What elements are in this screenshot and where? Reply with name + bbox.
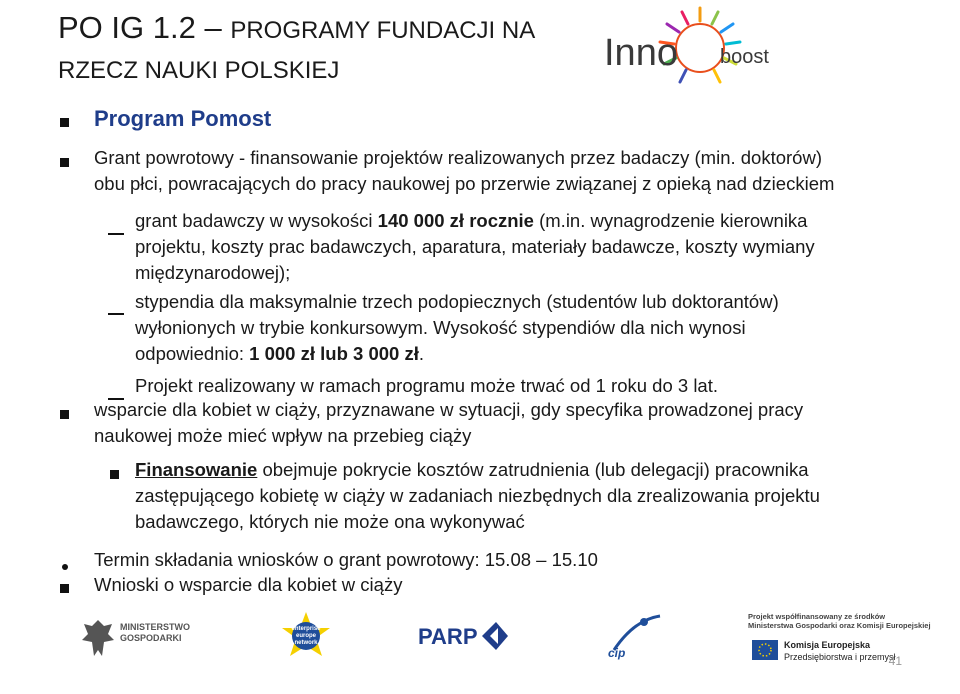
ministry-logo: MINISTERSTWO GOSPODARKI bbox=[80, 612, 190, 662]
square-bullet-icon bbox=[60, 158, 69, 167]
deadline-text: Termin składania wniosków o grant powrotowy: 15.08 – 15.10 bbox=[94, 549, 598, 570]
applications-text: Wnioski o wsparcie dla kobiet w ciąży bbox=[94, 574, 403, 595]
financing-text: Finansowanie obejmuje pokrycie kosztów zatrudnienia (lub delegacji) pracownika zastępującego kobietę w ciąży w zadaniach niezbędnych dla zrealizowania projektu badawczego, których nie może ona wykonywać bbox=[135, 459, 820, 532]
scholarship-text: stypendia dla maksymalnie trzech podopiecznych (studentów lub doktorantów) wyłonionych w trybie konkursowym. Wysokość stypendiów dla nich wynosi odpowiednio: 1 000 zł lub 3 000 zł. bbox=[135, 291, 779, 364]
grant-description: Grant powrotowy - finansowanie projektów realizowanych przez badaczy (min. doktorów) obu płci, powracających do pracy naukowej po przerwie związanej z opieką nad dzieckiem bbox=[94, 147, 835, 194]
parp-arrow-icon bbox=[482, 622, 508, 650]
dot-bullet-icon bbox=[62, 564, 68, 570]
parp-logo: PARP bbox=[418, 620, 513, 654]
innoboost-logo: Inno boost bbox=[604, 4, 804, 94]
square-bullet-icon bbox=[60, 118, 69, 127]
slide-title: PO IG 1.2 – PROGRAMY FUNDACJI NA RZECZ NAUKI POLSKIEJ bbox=[58, 10, 536, 84]
square-bullet-icon bbox=[110, 470, 119, 479]
een-logo: enterprise europe network bbox=[278, 610, 334, 664]
grant-amount-text: grant badawczy w wysokości 140 000 zł rocznie (m.in. wynagrodzenie kierownika projektu, koszty prac badawczych, aparatura, materiały badawcze, koszty wymiany międzynarodowej); bbox=[135, 210, 815, 283]
dash-bullet-icon bbox=[108, 233, 124, 235]
page-number: 41 bbox=[888, 654, 902, 668]
eagle-icon bbox=[80, 616, 116, 660]
square-bullet-icon bbox=[60, 584, 69, 593]
cip-logo: cip bbox=[604, 610, 664, 664]
eu-commission-block: Projekt współfinansowany ze środków Ministerstwa Gospodarki oraz Komisji Europejskiej Komisja Europejska Przedsiębiorstwa i przemysł bbox=[748, 612, 931, 662]
eu-flag-icon bbox=[752, 640, 778, 660]
dash-bullet-icon bbox=[108, 313, 124, 315]
duration-text: Projekt realizowany w ramach programu może trwać od 1 roku do 3 lat. bbox=[135, 375, 719, 396]
square-bullet-icon bbox=[60, 410, 69, 419]
program-heading: Program Pomost bbox=[94, 106, 272, 131]
pregnancy-support-text: wsparcie dla kobiet w ciąży, przyznawane w sytuacji, gdy specyfika prowadzonej pracy naukowej może mieć wpływ na przebieg ciąży bbox=[94, 399, 804, 446]
